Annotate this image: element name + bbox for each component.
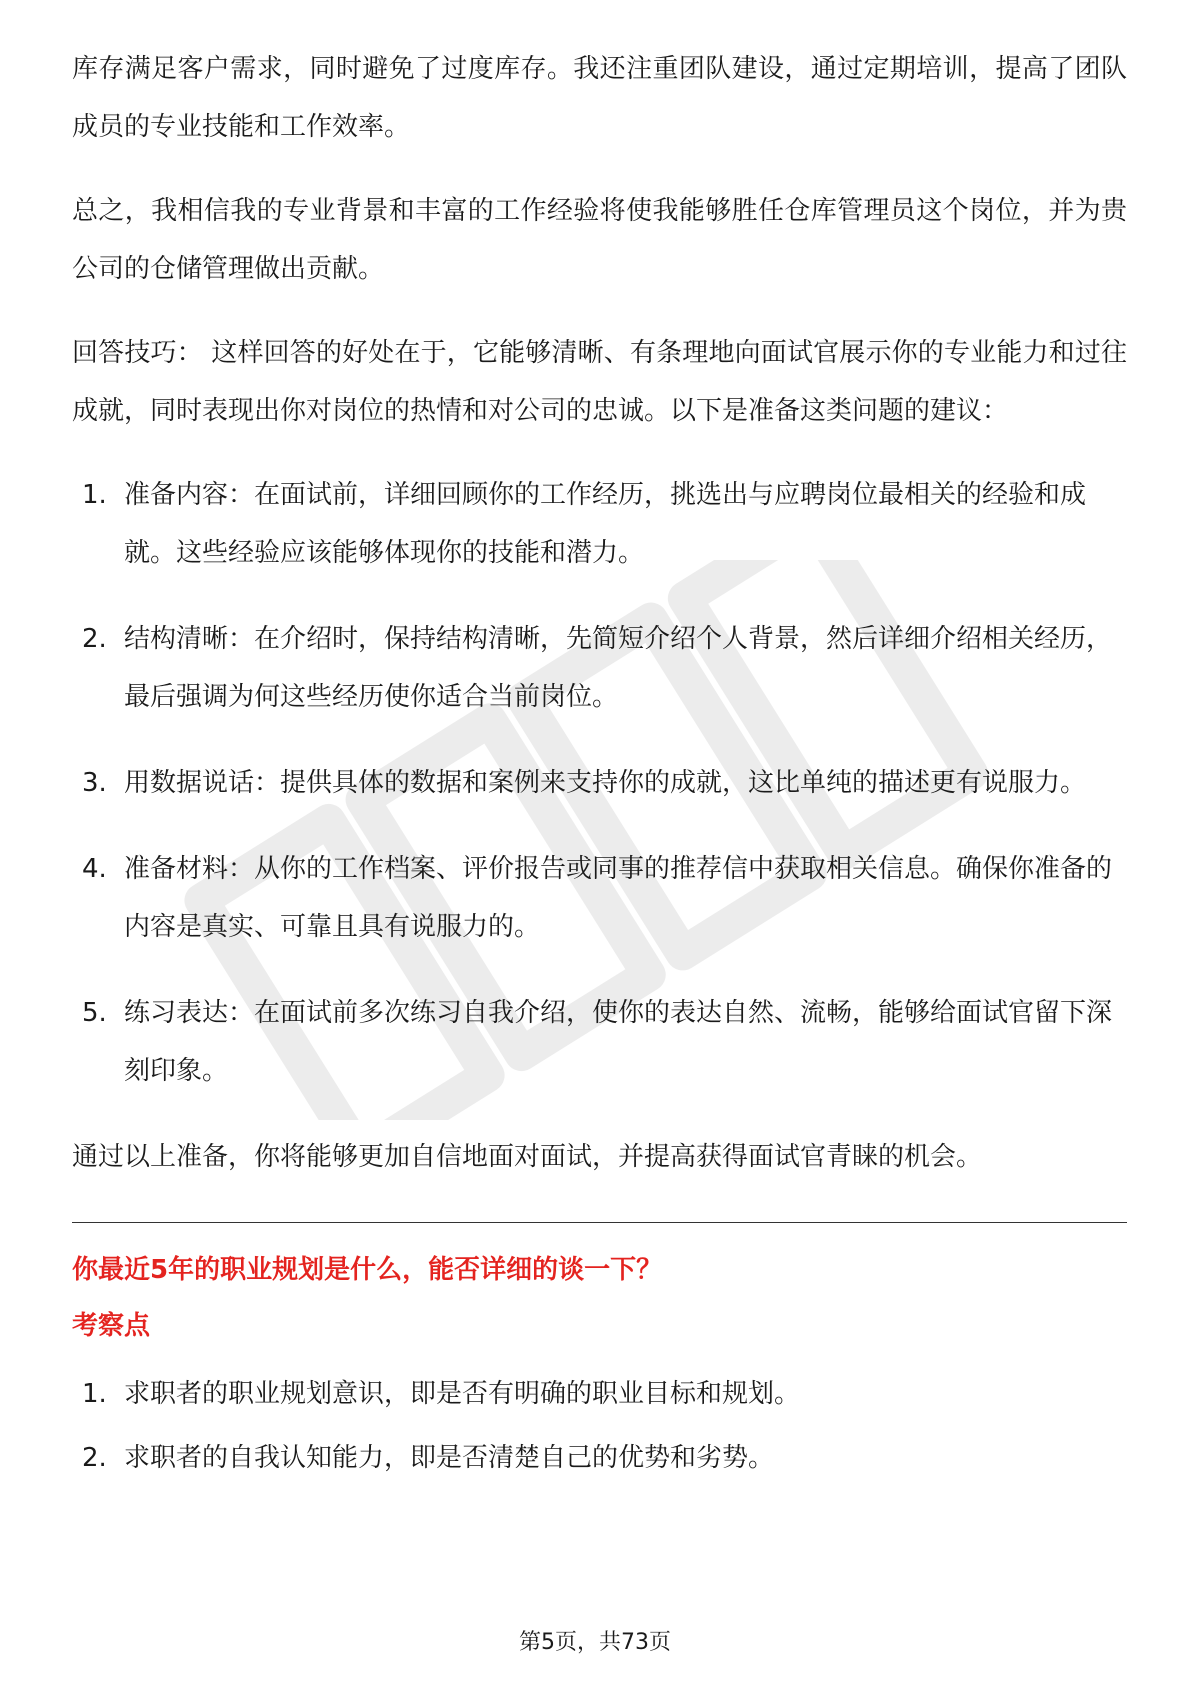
list-item-text: 准备内容：在面试前，详细回顾你的工作经历，挑选出与应聘岗位最相关的经验和成就。这些经验应该能够体现你的技能和潜力。	[124, 480, 1087, 568]
assessment-points-list	[72, 1365, 1127, 1487]
list-item-text: 求职者的职业规划意识，即是否有明确的职业目标和规划。	[124, 1379, 801, 1409]
list-number: 4.	[82, 854, 107, 884]
list-number: 2.	[82, 624, 107, 654]
list-item	[72, 466, 1127, 582]
page-footer: 第5页，共73页	[519, 1630, 671, 1655]
list-item-text: 用数据说话：提供具体的数据和案例来支持你的成就，这比单纯的描述更有说服力。	[124, 768, 1087, 798]
list-number: 3.	[82, 768, 107, 798]
list-item-text: 练习表达：在面试前多次练习自我介绍，使你的表达自然、流畅，能够给面试官留下深刻印象。	[124, 998, 1113, 1086]
list-number: 5.	[82, 998, 107, 1028]
list-item	[72, 984, 1127, 1100]
list-item-text: 准备材料：从你的工作档案、评价报告或同事的推荐信中获取相关信息。确保你准备的内容是真实、可靠且具有说服力的。	[124, 854, 1113, 942]
list-number: 2.	[82, 1443, 107, 1473]
interview-question: 你最近5年的职业规划是什么，能否详细的谈一下？	[72, 1255, 663, 1285]
list-item	[72, 840, 1127, 956]
list-item	[72, 1365, 1127, 1423]
paragraph-answer-tips: 回答技巧： 这样回答的好处在于，它能够清晰、有条理地向面试官展示你的专业能力和过往成就，同时表现出你对岗位的热情和对公司的忠诚。以下是准备这类问题的建议：	[72, 338, 1127, 426]
section-divider	[72, 1222, 1127, 1223]
document-page	[72, 40, 1127, 1493]
list-number: 1.	[82, 1379, 107, 1409]
list-number: 1.	[82, 480, 107, 510]
paragraph-summary: 总之，我相信我的专业背景和丰富的工作经验将使我能够胜任仓库管理员这个岗位，并为贵公司的仓储管理做出贡献。	[72, 196, 1127, 284]
list-item-text: 结构清晰：在介绍时，保持结构清晰，先简短介绍个人背景，然后详细介绍相关经历，最后强调为何这些经历使你适合当前岗位。	[124, 624, 1113, 712]
section-heading: 考察点	[72, 1311, 151, 1341]
list-item	[72, 610, 1127, 726]
paragraph-closing: 通过以上准备，你将能够更加自信地面对面试，并提高获得面试官青睐的机会。	[72, 1142, 983, 1172]
tips-list	[72, 466, 1127, 1100]
list-item	[72, 1429, 1127, 1487]
list-item	[72, 754, 1127, 812]
paragraph-intro-continuation: 库存满足客户需求，同时避免了过度库存。我还注重团队建设，通过定期培训，提高了团队成员的专业技能和工作效率。	[72, 54, 1127, 142]
list-item-text: 求职者的自我认知能力，即是否清楚自己的优势和劣势。	[124, 1443, 775, 1473]
